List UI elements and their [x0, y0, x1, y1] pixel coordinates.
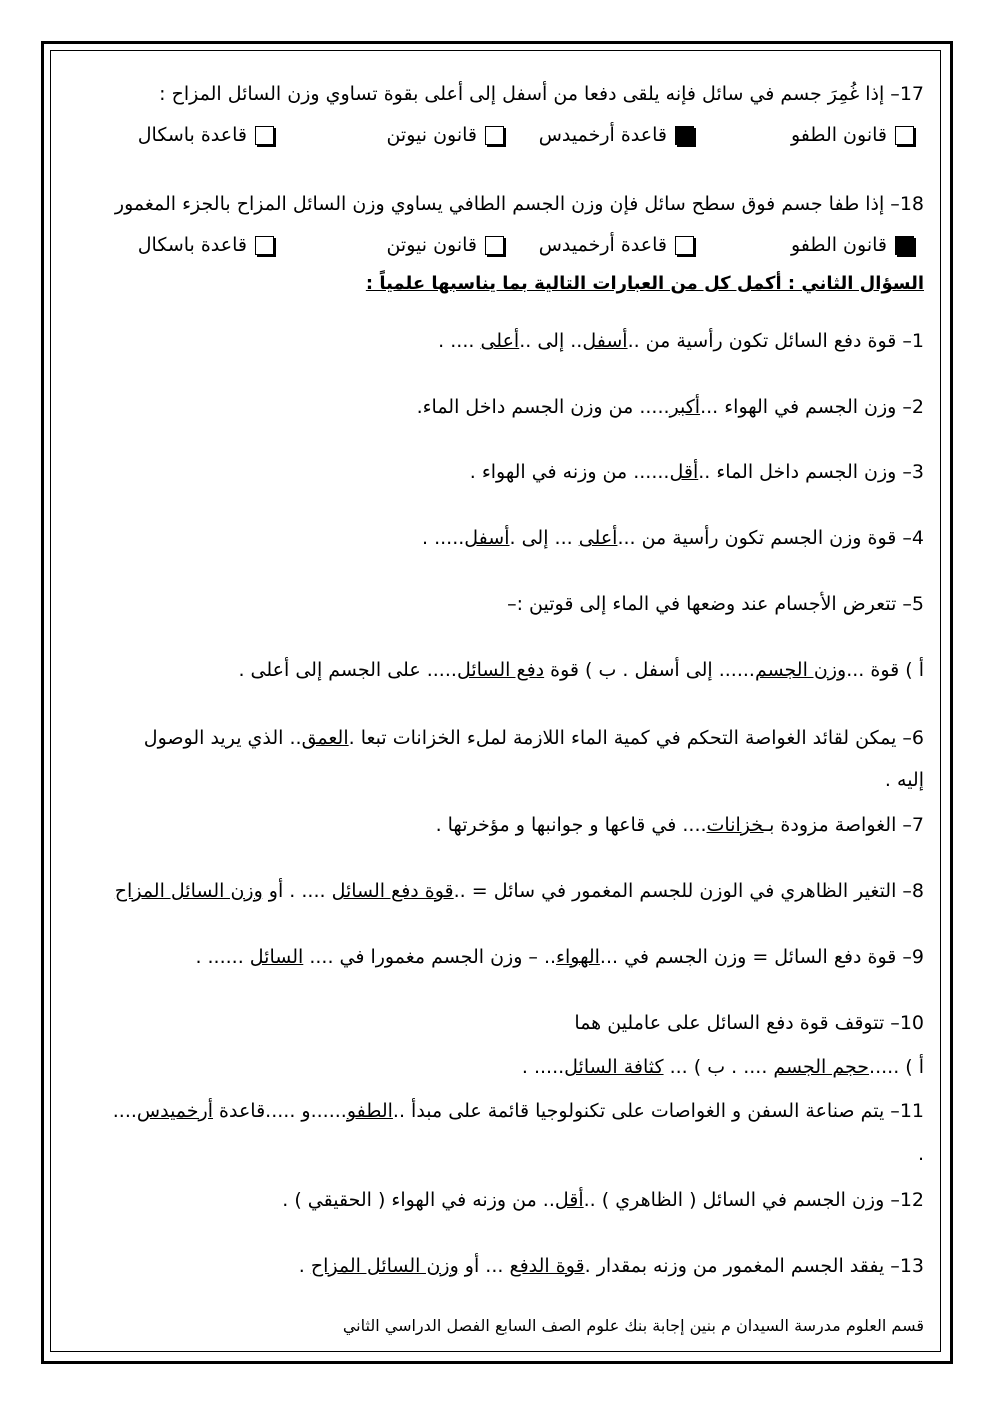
option-checkbox[interactable]: قاعدة باسكال — [138, 124, 274, 146]
option-checkbox[interactable]: قاعدة أرخميدس — [539, 234, 694, 256]
question-18: 18– إذا طفا جسم فوق سطح سائل فإن وزن الجسم الطافي يساوي وزن السائل المزاح بالجزء المغمور — [114, 193, 924, 215]
option-checkbox[interactable]: قانون نيوتن — [386, 234, 504, 256]
checkbox-icon[interactable] — [895, 126, 914, 145]
item-8: 8– التغير الظاهري في الوزن للجسم المغمور في سائل = ..قوة دفع السائل .... . أو وزن السائل المزاح — [114, 880, 924, 902]
checkbox-icon[interactable] — [485, 126, 504, 145]
checkbox-icon[interactable] — [675, 236, 694, 255]
item-4: 4– قوة وزن الجسم تكون رأسية من ...أعلى ... إلى .أسفل..... . — [422, 527, 924, 549]
item-10-answers: أ ) .....حجم الجسم .... . ب ) ... كثافة السائل..... . — [521, 1056, 924, 1078]
item-1: 1– قوة دفع السائل تكون رأسية من ..أسفل.. إلى ..أعلى .... . — [438, 330, 924, 352]
checkbox-icon[interactable] — [255, 126, 274, 145]
checkbox-icon[interactable] — [255, 236, 274, 255]
item-5-answers: أ ) قوة ...وزن الجسم...... إلى أسفل . ب ) قوة دفع السائل..... على الجسم إلى أعلى . — [238, 659, 924, 681]
item-11-continued: . — [917, 1143, 924, 1165]
option-checkbox[interactable]: قاعدة باسكال — [138, 234, 274, 256]
item-6: 6– يمكن لقائد الغواصة التحكم في كمية الماء اللازمة لملء الخزانات تبعا .العمق.. الذي يريد الوصول — [143, 727, 924, 749]
question-17-options — [64, 124, 924, 154]
item-10: 10– تتوقف قوة دفع السائل على عاملين هما — [574, 1012, 924, 1034]
option-checkbox[interactable]: قاعدة أرخميدس — [539, 124, 694, 146]
option-checkbox[interactable]: قانون نيوتن — [386, 124, 504, 146]
page-footer: قسم العلوم مدرسة السيدان م بنين إجابة بنك علوم الصف السابع الفصل الدراسي الثاني — [342, 1316, 924, 1335]
item-3: 3– وزن الجسم داخل الماء ..أقل...... من وزنه في الهواء . — [469, 461, 924, 483]
item-7: 7– الغواصة مزودة بـخزانات.... في قاعها و جوانبها و مؤخرتها . — [435, 814, 924, 836]
question-17: 17– إذا غُمِرَ جسم في سائل فإنه يلقى دفعا من أسفل إلى أعلى بقوة تساوي وزن السائل المزاح : — [159, 83, 924, 105]
checkbox-checked-icon[interactable] — [895, 236, 914, 255]
option-checkbox[interactable]: قانون الطفو — [791, 124, 914, 146]
item-11: 11– يتم صناعة السفن و الغواصات على تكنولوجيا قائمة على مبدأ ..الطفو......و .....قاعدة أرخميدس.... — [112, 1100, 924, 1122]
item-2: 2– وزن الجسم في الهواء ...أكبر..... من وزن الجسم داخل الماء. — [416, 396, 924, 418]
option-checkbox[interactable]: قانون الطفو — [791, 234, 914, 256]
question-18-options — [64, 234, 924, 264]
checkbox-icon[interactable] — [485, 236, 504, 255]
item-9: 9– قوة دفع السائل = وزن الجسم في ...الهواء.. – وزن الجسم مغمورا في .... السائل ...... . — [195, 946, 924, 968]
section-2-title: السؤال الثاني : أكمل كل من العبارات التالية بما يناسبها علمياً : — [365, 273, 924, 294]
item-6-continued: إليه . — [884, 769, 924, 791]
item-12: 12– وزن الجسم في السائل ( الظاهري ) ..أقل.. من وزنه في الهواء ( الحقيقي ) . — [282, 1189, 924, 1211]
checkbox-checked-icon[interactable] — [675, 126, 694, 145]
item-5: 5– تتعرض الأجسام عند وضعها في الماء إلى قوتين :– — [507, 593, 924, 615]
item-13: 13– يفقد الجسم المغمور من وزنه بمقدار .قوة الدفع ... أو وزن السائل المزاح . — [298, 1255, 924, 1277]
